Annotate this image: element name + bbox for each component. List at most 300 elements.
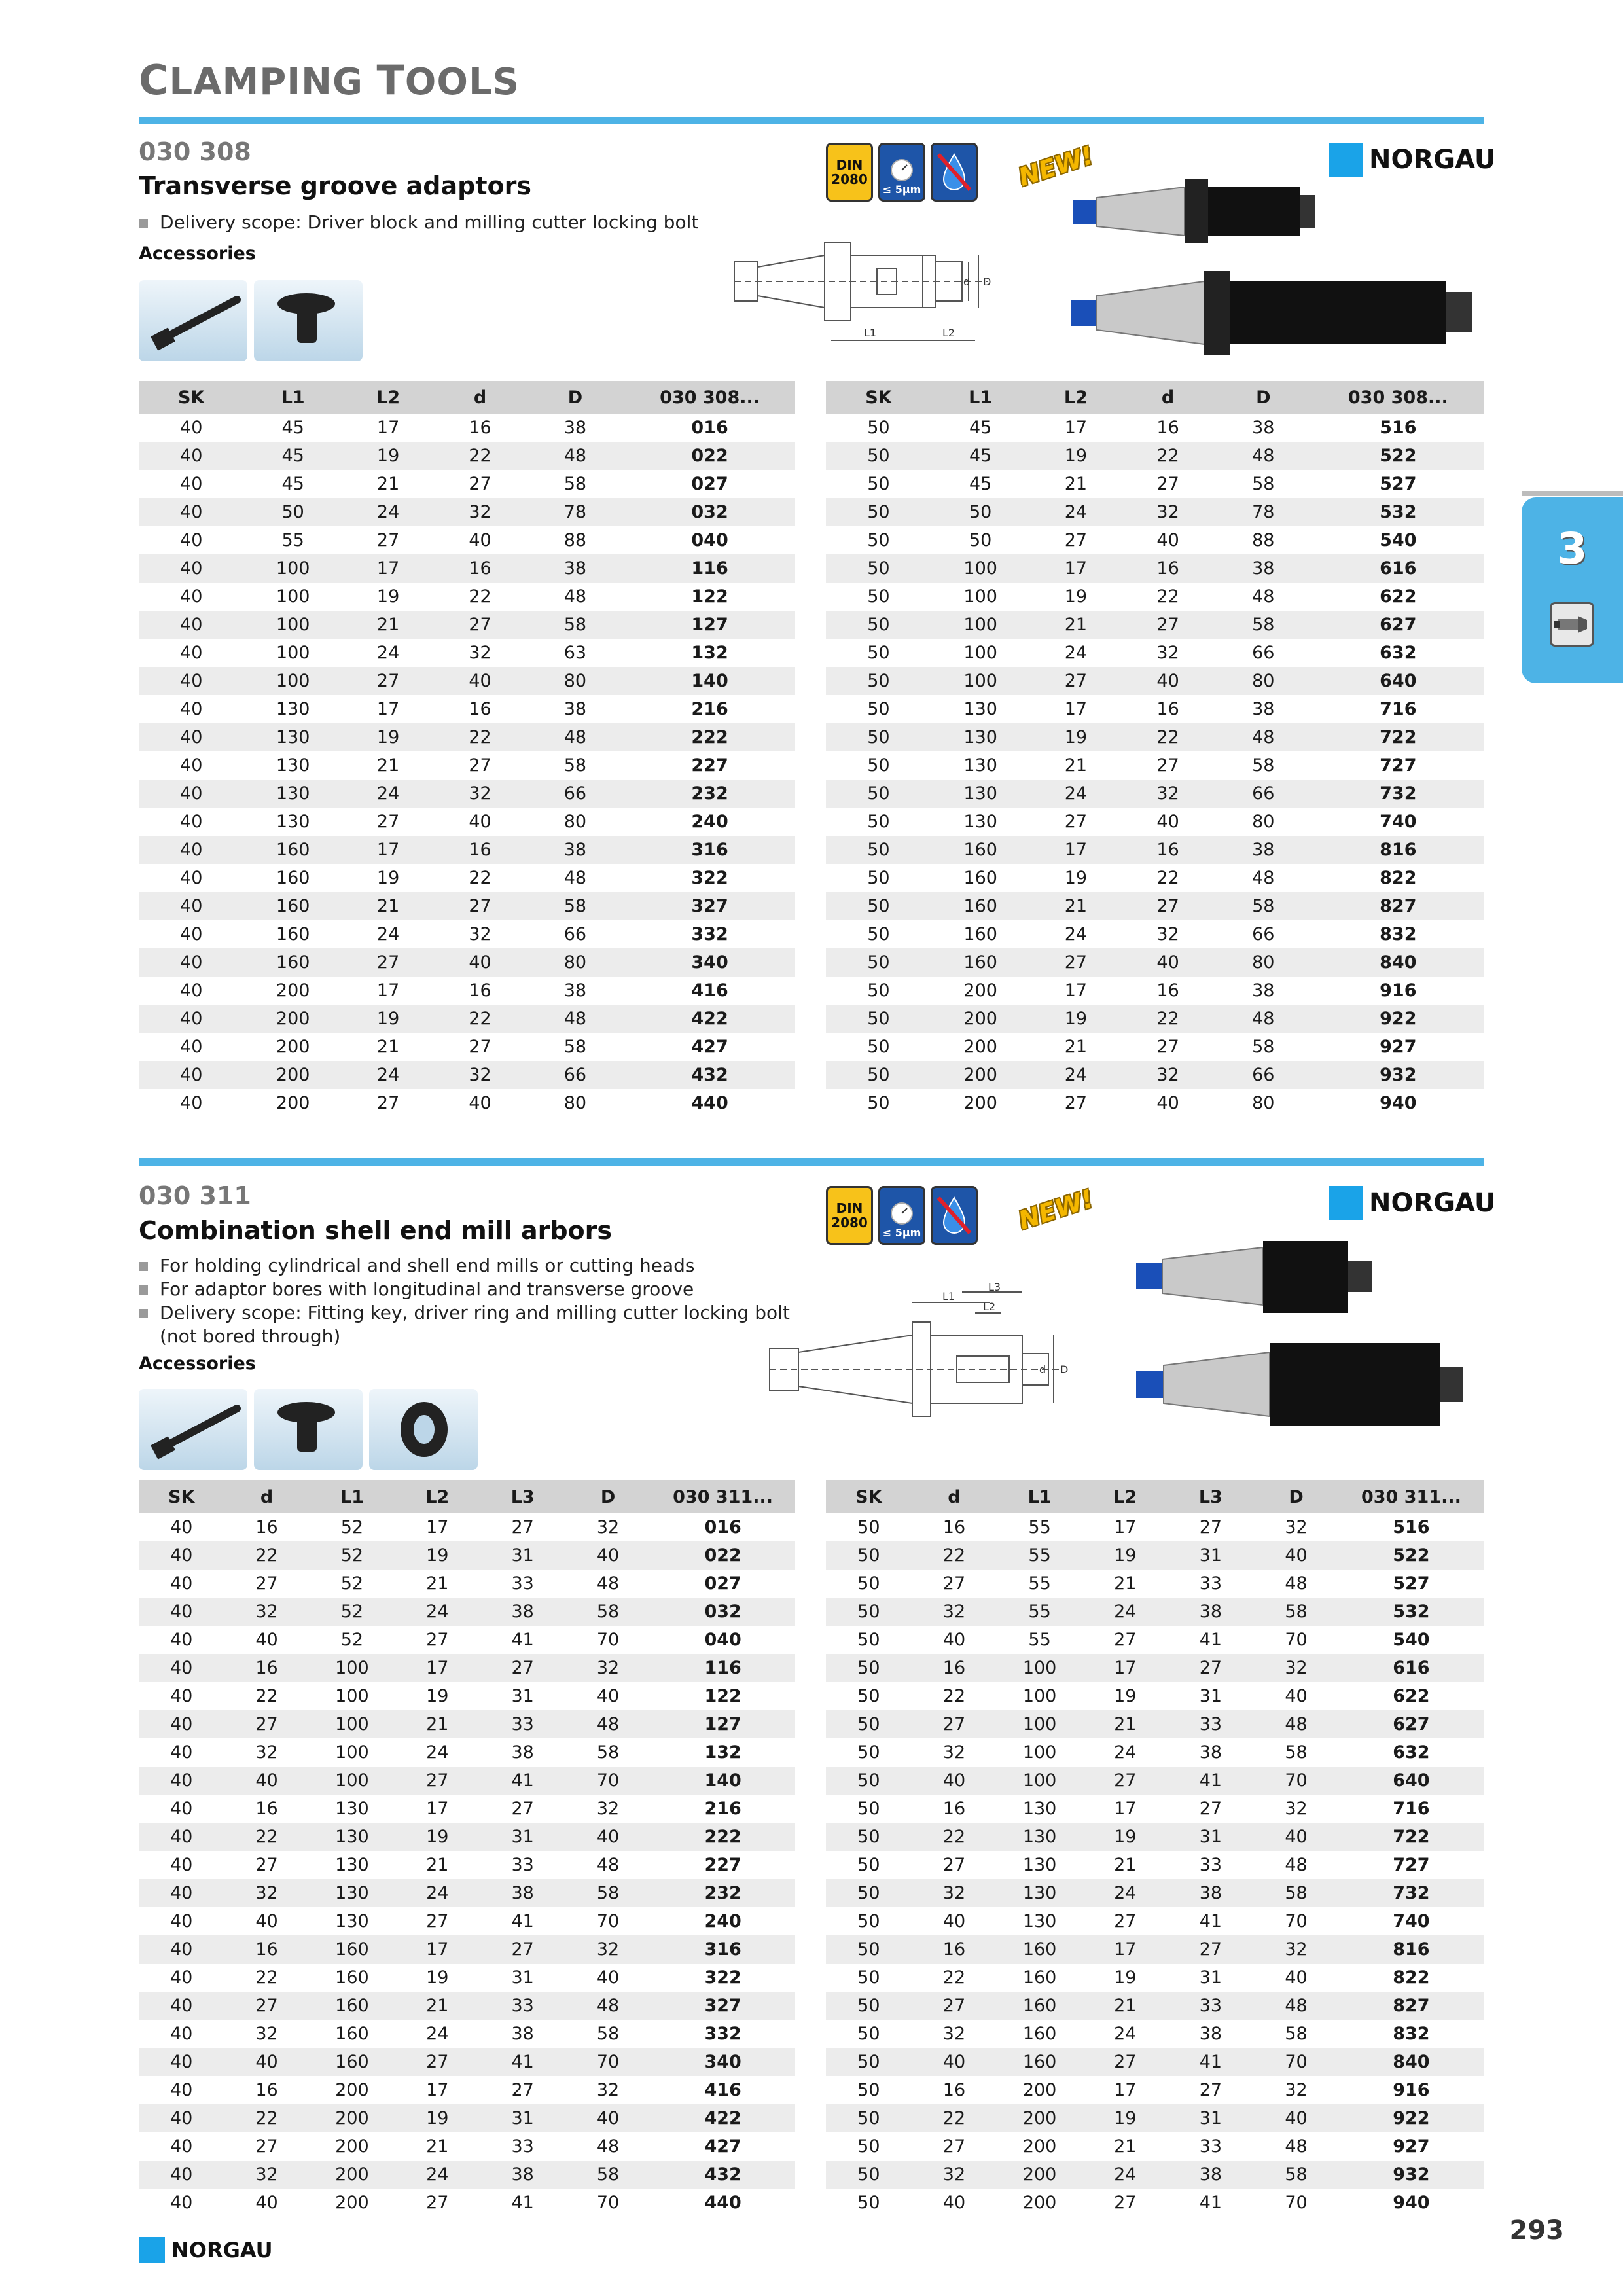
table-cell: 40 (180, 812, 203, 832)
svg-text:D: D (983, 276, 991, 288)
table-cell: 41 (1199, 1630, 1222, 1650)
table-cell: 41 (1199, 2193, 1222, 2213)
table-cell: 27 (342, 667, 434, 695)
order-code-cell: 716 (1380, 699, 1417, 719)
table-row (139, 1570, 795, 1598)
table-cell: 27 (1122, 611, 1214, 639)
table-row (826, 2132, 1484, 2161)
table-cell: 48 (1214, 723, 1313, 751)
order-code-cell: 140 (624, 667, 795, 695)
table-row (826, 667, 1484, 695)
table-cell: 58 (1214, 611, 1313, 639)
table-cell: 27 (1199, 2080, 1222, 2100)
table-cell: 22 (912, 2104, 997, 2132)
table-cell: 50 (857, 1799, 880, 1819)
table-row (826, 1682, 1484, 1710)
column-header: D (565, 1480, 651, 1513)
table-row (826, 864, 1484, 892)
table-cell: 50 (826, 442, 931, 470)
order-code-cell: 427 (691, 1037, 728, 1057)
table-cell: 40 (170, 1799, 193, 1819)
table-cell: 160 (335, 1967, 369, 1988)
table-cell: 27 (1064, 530, 1088, 550)
order-code-cell: 740 (1380, 812, 1417, 832)
table-row (139, 1598, 795, 1626)
order-code-cell: 440 (691, 1093, 728, 1113)
table-cell: 160 (963, 868, 997, 888)
table-cell: 32 (1253, 1654, 1339, 1682)
table-cell: 17 (342, 554, 434, 583)
order-code-cell: 540 (1380, 530, 1417, 550)
driver-block-icon (139, 280, 247, 361)
table-cell: 50 (857, 2024, 880, 2044)
table-cell: 40 (139, 1061, 243, 1089)
table-cell: 100 (276, 586, 310, 607)
table-cell: 58 (1252, 755, 1275, 776)
table-cell: 48 (563, 586, 587, 607)
table-cell: 70 (596, 1911, 620, 1931)
table-cell: 50 (826, 2104, 912, 2132)
table-cell: 32 (1122, 1061, 1214, 1089)
table-cell: 160 (310, 2048, 395, 2076)
order-code-cell: 516 (1393, 1517, 1430, 1537)
table-row (139, 1964, 795, 1992)
table-cell: 70 (1253, 1767, 1339, 1795)
table-cell: 160 (276, 868, 310, 888)
table-cell: 41 (480, 2048, 565, 2076)
footer-brand-logo: NORGAU (139, 2237, 273, 2263)
table-cell: 32 (942, 2024, 966, 2044)
table-cell: 32 (1156, 924, 1179, 944)
table-row (139, 723, 795, 751)
table-cell: 27 (376, 812, 400, 832)
accessory-tile-locking-bolt[interactable] (254, 280, 363, 361)
table-row (139, 1907, 795, 1935)
order-code-cell: 240 (691, 812, 728, 832)
header-rule (139, 117, 1484, 124)
table-cell: 31 (1168, 2104, 1254, 2132)
table-cell: 130 (963, 755, 997, 776)
table-cell: 50 (826, 1823, 912, 1851)
table-cell: 24 (1064, 643, 1088, 663)
table-cell: 130 (276, 755, 310, 776)
accessory-tile-driver-block[interactable] (139, 280, 247, 361)
table-cell: 19 (1064, 868, 1088, 888)
table-row (826, 498, 1484, 526)
table-cell: 40 (1285, 1686, 1308, 1706)
column-header: 030 308... (624, 381, 795, 414)
table-cell: 40 (469, 1093, 491, 1113)
table-cell: 33 (1199, 1855, 1222, 1875)
table-cell: 40 (139, 836, 243, 864)
table-cell: 58 (563, 1037, 587, 1057)
table-cell: 31 (1199, 1967, 1222, 1988)
order-code-cell: 340 (624, 948, 795, 977)
column-header: 030 311... (1339, 1480, 1484, 1513)
table-cell: 17 (1082, 1935, 1168, 1964)
table-cell: 19 (426, 1686, 449, 1706)
spec-table-sk40 (139, 1480, 795, 2217)
table-cell: 160 (335, 2024, 369, 2044)
table-cell: 55 (1028, 1517, 1051, 1537)
order-code-cell: 116 (624, 554, 795, 583)
table-row (139, 1089, 795, 1117)
order-code-cell: 640 (1313, 667, 1484, 695)
table-cell: 100 (963, 643, 997, 663)
table-cell: 50 (243, 498, 342, 526)
table-cell: 24 (1114, 2024, 1137, 2044)
table-cell: 40 (180, 1093, 203, 1113)
table-cell: 88 (563, 530, 587, 550)
table-cell: 70 (1285, 2193, 1308, 2213)
table-cell: 40 (139, 2161, 224, 2189)
table-cell: 24 (342, 1061, 434, 1089)
table-cell: 32 (1122, 498, 1214, 526)
order-code-cell: 140 (651, 1767, 795, 1795)
table-cell: 21 (1114, 2136, 1137, 2157)
table-cell: 24 (1030, 780, 1122, 808)
order-code-cell: 627 (1313, 611, 1484, 639)
table-cell: 50 (826, 1710, 912, 1738)
table-cell: 200 (1022, 2193, 1057, 2213)
bullet-item: Delivery scope: Fitting key, driver ring and milling cutter locking bolt (139, 1301, 793, 1325)
order-code-cell: 527 (1380, 474, 1417, 494)
column-header: L3 (480, 1480, 565, 1513)
table-cell: 45 (281, 474, 304, 494)
table-cell: 38 (1199, 2024, 1222, 2044)
table-cell: 19 (376, 868, 400, 888)
table-cell: 19 (342, 1005, 434, 1033)
table-cell: 16 (224, 1654, 309, 1682)
table-cell: 16 (255, 1517, 278, 1537)
table-cell: 48 (1285, 1573, 1308, 1594)
table-cell: 40 (139, 498, 243, 526)
accessory-tile-locking-bolt[interactable] (254, 1389, 363, 1470)
table-cell: 70 (565, 1767, 651, 1795)
table-cell: 33 (511, 1573, 534, 1594)
table-cell: 32 (596, 1799, 620, 1819)
table-cell: 50 (826, 1598, 912, 1626)
table-cell: 40 (139, 948, 243, 977)
column-header: D (526, 381, 624, 414)
table-cell: 160 (243, 948, 342, 977)
order-code-cell: 616 (1339, 1654, 1484, 1682)
table-cell: 66 (563, 924, 587, 944)
table-cell: 100 (335, 1742, 369, 1763)
table-cell: 16 (469, 699, 491, 719)
accessories-label: Accessories (139, 243, 256, 264)
table-cell: 32 (224, 1879, 309, 1907)
table-cell: 32 (434, 1061, 526, 1089)
column-header: d (912, 1480, 997, 1513)
table-cell: 38 (1168, 1879, 1254, 1907)
table-cell: 21 (1030, 611, 1122, 639)
table-cell: 17 (1114, 1517, 1137, 1537)
accessory-tile-driver-block[interactable] (139, 1389, 247, 1470)
table-row (139, 780, 795, 808)
table-cell: 50 (867, 418, 890, 438)
column-header: L2 (395, 1480, 480, 1513)
section-title: Transverse groove adaptors (139, 171, 531, 200)
table-cell: 22 (224, 1541, 309, 1570)
table-cell: 16 (1122, 554, 1214, 583)
table-cell: 55 (997, 1598, 1082, 1626)
balance-5um-icon: ≤ 5µm (878, 143, 925, 202)
table-cell: 27 (1064, 1093, 1088, 1113)
order-code-cell: 240 (704, 1911, 741, 1931)
table-cell: 17 (342, 836, 434, 864)
table-row (139, 1823, 795, 1851)
order-code-cell: 216 (691, 699, 728, 719)
new-badge: NEW! (1015, 1183, 1097, 1236)
table-cell: 78 (526, 498, 624, 526)
table-cell: 40 (180, 699, 203, 719)
table-cell: 70 (596, 2193, 620, 2213)
table-cell: 58 (526, 892, 624, 920)
table-cell: 50 (857, 1630, 880, 1650)
table-cell: 17 (426, 1799, 449, 1819)
order-code-cell: 816 (1313, 836, 1484, 864)
table-cell: 45 (931, 442, 1030, 470)
table-cell: 80 (1252, 812, 1275, 832)
table-cell: 21 (395, 1710, 480, 1738)
table-cell: 200 (997, 2104, 1082, 2132)
page-number: 293 (1509, 2215, 1564, 2246)
table-row (139, 1513, 795, 1541)
table-cell: 48 (596, 2136, 620, 2157)
order-code-cell: 127 (651, 1710, 795, 1738)
table-row (826, 2048, 1484, 2076)
no-coolant-icon (931, 1186, 978, 1245)
order-code-cell: 327 (624, 892, 795, 920)
table-cell: 200 (243, 1005, 342, 1033)
product-photo (1132, 1335, 1472, 1433)
table-cell: 33 (1168, 1992, 1254, 2020)
table-cell: 27 (942, 1573, 966, 1594)
table-cell: 160 (310, 1992, 395, 2020)
table-row (826, 892, 1484, 920)
table-row (139, 639, 795, 667)
table-cell: 78 (1214, 498, 1313, 526)
table-cell: 50 (931, 498, 1030, 526)
order-code-cell: 627 (1339, 1710, 1484, 1738)
table-row (139, 695, 795, 723)
table-cell: 24 (1082, 1598, 1168, 1626)
table-cell: 40 (139, 1879, 224, 1907)
table-cell: 80 (563, 812, 587, 832)
table-row (826, 1795, 1484, 1823)
order-code-cell: 427 (704, 2136, 741, 2157)
table-cell: 130 (997, 1879, 1082, 1907)
table-cell: 45 (281, 418, 304, 438)
table-cell: 38 (480, 1879, 565, 1907)
order-code-cell: 432 (651, 2161, 795, 2189)
table-cell: 200 (335, 2080, 369, 2100)
table-row (139, 864, 795, 892)
table-cell: 58 (1285, 2024, 1308, 2044)
table-cell: 32 (469, 643, 491, 663)
order-code-cell: 822 (1380, 868, 1417, 888)
table-cell: 50 (867, 699, 890, 719)
column-header: L2 (1082, 1480, 1168, 1513)
table-cell: 40 (170, 1911, 193, 1931)
table-cell: 160 (1022, 1967, 1057, 1988)
table-cell: 50 (857, 1517, 880, 1537)
table-cell: 21 (1082, 1992, 1168, 2020)
table-cell: 160 (931, 836, 1030, 864)
table-row (139, 1992, 795, 2020)
table-cell: 33 (511, 1855, 534, 1875)
table-cell: 22 (224, 1823, 309, 1851)
table-cell: 200 (1022, 2080, 1057, 2100)
new-badge: NEW! (1015, 140, 1097, 192)
table-cell: 58 (565, 1879, 651, 1907)
table-cell: 21 (395, 1992, 480, 2020)
table-cell: 16 (255, 2080, 278, 2100)
table-cell: 50 (857, 1573, 880, 1594)
table-cell: 50 (857, 2193, 880, 2213)
table-cell: 200 (963, 1093, 997, 1113)
table-row (139, 1935, 795, 1964)
table-cell: 58 (596, 2024, 620, 2044)
table-cell: 27 (342, 948, 434, 977)
table-cell: 100 (997, 1710, 1082, 1738)
table-cell: 24 (1082, 2161, 1168, 2189)
table-row (826, 1089, 1484, 1117)
column-header: d (224, 1480, 309, 1513)
table-cell: 40 (565, 1823, 651, 1851)
table-cell: 16 (1156, 699, 1179, 719)
table-cell: 40 (1156, 530, 1179, 550)
table-cell: 17 (426, 1517, 449, 1537)
table-cell: 50 (857, 1686, 880, 1706)
table-cell: 80 (1252, 1093, 1275, 1113)
table-cell: 45 (969, 418, 992, 438)
order-code-cell: 222 (624, 723, 795, 751)
spec-table-sk50 (826, 381, 1484, 1117)
table-cell: 16 (942, 2080, 966, 2100)
table-cell: 16 (912, 1654, 997, 1682)
table-cell: 50 (857, 1855, 880, 1875)
table-cell: 70 (1285, 1630, 1308, 1650)
table-row (139, 498, 795, 526)
table-cell: 32 (942, 1742, 966, 1763)
table-cell: 50 (867, 812, 890, 832)
driver-block-icon (139, 1389, 247, 1470)
table-cell: 27 (1114, 1911, 1137, 1931)
table-row (826, 1626, 1484, 1654)
table-cell: 22 (1122, 723, 1214, 751)
table-row (826, 1033, 1484, 1061)
table-cell: 27 (469, 755, 491, 776)
table-cell: 27 (426, 1630, 449, 1650)
table-cell: 50 (867, 755, 890, 776)
table-row (826, 1710, 1484, 1738)
table-row (139, 751, 795, 780)
table-row (826, 554, 1484, 583)
table-cell: 40 (255, 1630, 278, 1650)
table-row (139, 1851, 795, 1879)
table-cell: 50 (857, 1911, 880, 1931)
table-cell: 40 (1253, 1823, 1339, 1851)
order-code-cell: 622 (1380, 586, 1417, 607)
table-row (826, 1767, 1484, 1795)
table-row (139, 2048, 795, 2076)
table-cell: 40 (180, 868, 203, 888)
accessory-tile-driver-ring[interactable] (369, 1389, 478, 1470)
section-rule (139, 1158, 1484, 1166)
column-header: 030 311... (651, 1480, 795, 1513)
table-cell: 40 (139, 1992, 224, 2020)
table-cell: 21 (1082, 1710, 1168, 1738)
column-header: L2 (342, 381, 434, 414)
order-code-cell: 622 (1393, 1686, 1430, 1706)
table-cell: 58 (565, 2161, 651, 2189)
svg-text:L1: L1 (864, 327, 877, 339)
table-cell: 40 (170, 2080, 193, 2100)
table-cell: 27 (395, 1767, 480, 1795)
table-cell: 40 (469, 530, 491, 550)
table-cell: 130 (931, 780, 1030, 808)
table-row (826, 1061, 1484, 1089)
table-cell: 16 (1156, 980, 1179, 1001)
table-cell: 38 (480, 1598, 565, 1626)
table-cell: 50 (867, 1093, 890, 1113)
table-row (826, 1964, 1484, 1992)
table-cell: 40 (596, 1686, 620, 1706)
table-cell: 200 (243, 1061, 342, 1089)
table-cell: 40 (180, 586, 203, 607)
table-cell: 32 (912, 1598, 997, 1626)
table-cell: 40 (139, 611, 243, 639)
table-cell: 66 (1252, 643, 1275, 663)
table-cell: 32 (1285, 1799, 1308, 1819)
table-cell: 38 (1252, 418, 1275, 438)
table-cell: 27 (1168, 1935, 1254, 1964)
tab-tool-icon (1550, 602, 1594, 647)
table-cell: 48 (1214, 442, 1313, 470)
table-cell: 58 (563, 755, 587, 776)
table-cell: 32 (596, 1517, 620, 1537)
order-code-cell: 232 (624, 780, 795, 808)
table-cell: 41 (511, 1911, 534, 1931)
table-cell: 40 (565, 1541, 651, 1570)
table-cell: 40 (469, 812, 491, 832)
table-cell: 27 (912, 1992, 997, 2020)
table-cell: 100 (997, 1767, 1082, 1795)
order-code-cell: 932 (1313, 1061, 1484, 1089)
driver-ring-icon (369, 1389, 478, 1470)
table-cell: 21 (1030, 892, 1122, 920)
table-cell: 38 (1214, 836, 1313, 864)
table-cell: 33 (1199, 1573, 1222, 1594)
table-cell: 130 (335, 1911, 369, 1931)
order-code-cell: 040 (704, 1630, 741, 1650)
table-row (139, 1005, 795, 1033)
table-cell: 22 (1122, 442, 1214, 470)
table-cell: 40 (255, 2193, 278, 2213)
side-tab-divider (1522, 491, 1623, 496)
table-cell: 27 (1082, 2048, 1168, 2076)
table-row (826, 1598, 1484, 1626)
table-cell: 130 (276, 812, 310, 832)
table-cell: 22 (942, 1686, 966, 1706)
order-code-cell: 227 (704, 1855, 741, 1875)
column-header: L3 (1168, 1480, 1254, 1513)
table-cell: 38 (563, 980, 587, 1001)
table-cell: 66 (526, 780, 624, 808)
order-code-cell: 340 (651, 2048, 795, 2076)
